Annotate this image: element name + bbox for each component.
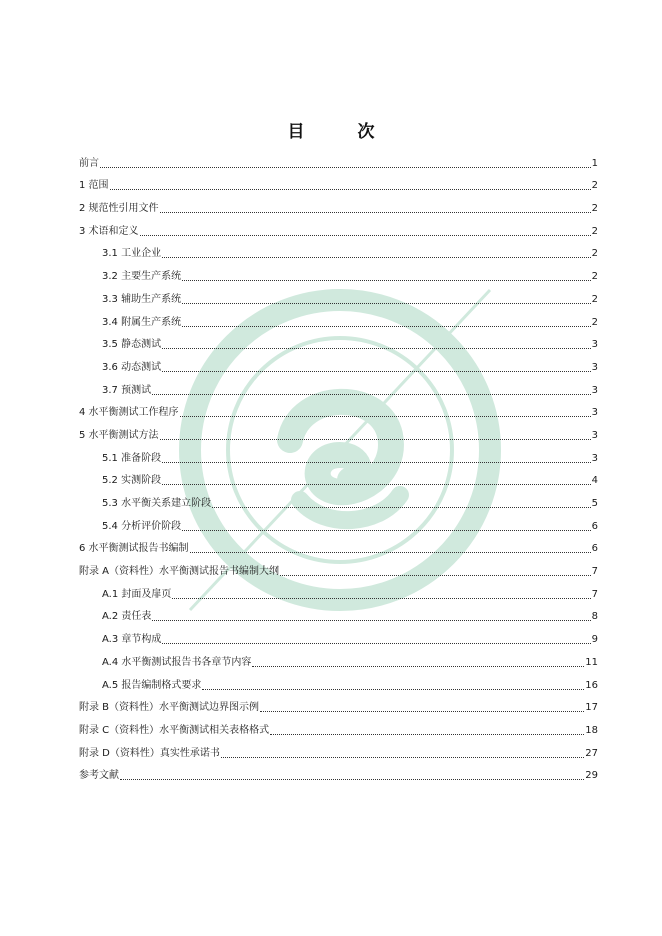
toc-entry[interactable] (79, 442, 598, 465)
toc-entry-label: 3 术语和定义 (79, 225, 139, 237)
toc-entry-page: 3 (591, 361, 598, 373)
toc-dot-leader (252, 665, 584, 667)
toc-dot-leader (260, 710, 584, 712)
toc-entry-page: 17 (585, 702, 598, 714)
toc-dot-leader (202, 688, 584, 690)
toc-entry-label: 附录 D（资料性）真实性承诺书 (79, 747, 220, 759)
toc-entry-label: A.3 章节构成 (102, 634, 162, 646)
toc-entry[interactable] (79, 351, 598, 374)
toc-dot-leader (172, 597, 590, 599)
toc-entry[interactable] (79, 601, 598, 624)
toc-entry-page: 2 (591, 180, 598, 192)
toc-entry-label: 5.4 分析评价阶段 (102, 520, 182, 532)
toc-dot-leader (162, 370, 591, 372)
toc-dot-leader (162, 483, 591, 485)
toc-dot-leader (162, 347, 591, 349)
toc-entry[interactable] (79, 283, 598, 306)
toc-dot-leader (160, 438, 591, 440)
toc-entry-page: 2 (591, 271, 598, 283)
toc-entry[interactable] (79, 646, 598, 669)
table-of-contents (79, 147, 598, 782)
toc-entry-label: 3.5 静态测试 (102, 339, 162, 351)
toc-entry[interactable] (79, 419, 598, 442)
toc-entry-label: 4 水平衡测试工作程序 (79, 407, 179, 419)
toc-entry[interactable] (79, 192, 598, 215)
toc-entry[interactable] (79, 714, 598, 737)
toc-title: 目 次 (287, 122, 393, 142)
toc-entry[interactable] (79, 737, 598, 760)
toc-entry[interactable] (79, 623, 598, 646)
toc-entry-page: 18 (585, 724, 598, 736)
toc-entry-label: 2 规范性引用文件 (79, 203, 159, 215)
toc-entry-label: 附录 B（资料性）水平衡测试边界图示例 (79, 702, 260, 714)
toc-entry[interactable] (79, 692, 598, 715)
toc-entry[interactable] (79, 465, 598, 488)
toc-entry-label: A.4 水平衡测试报告书各章节内容 (102, 656, 252, 668)
toc-entry-page: 2 (591, 316, 598, 328)
toc-entry-label: 5.3 水平衡关系建立阶段 (102, 498, 212, 509)
toc-entry-page: 2 (591, 225, 598, 237)
toc-entry[interactable] (79, 306, 598, 329)
toc-entry[interactable] (79, 374, 598, 397)
toc-entry-label: 前言 (79, 157, 99, 169)
toc-dot-leader (190, 551, 591, 553)
toc-dot-leader (152, 393, 591, 395)
toc-entry-label: 5.2 实测阶段 (102, 475, 162, 487)
toc-entry-label: 5 水平衡测试方法 (79, 429, 159, 441)
toc-entry-page: 6 (591, 520, 598, 532)
toc-entry-page: 7 (591, 566, 598, 578)
toc-entry-page: 29 (585, 770, 598, 782)
toc-entry-label: 3.3 辅助生产系统 (102, 293, 182, 305)
toc-entry-page: 2 (591, 248, 598, 260)
toc-entry[interactable] (79, 238, 598, 261)
toc-dot-leader (270, 733, 584, 735)
toc-entry-label: 3.6 动态测试 (102, 361, 162, 373)
toc-entry-label: 3.2 主要生产系统 (102, 271, 182, 283)
toc-entry[interactable] (79, 260, 598, 283)
toc-entry[interactable] (79, 170, 598, 193)
toc-entry-page: 3 (591, 339, 598, 351)
toc-dot-leader (221, 756, 584, 758)
toc-entry[interactable] (79, 578, 598, 601)
toc-entry-page: 3 (591, 452, 598, 464)
toc-dot-leader (280, 574, 591, 576)
toc-entry-page: 9 (591, 634, 598, 646)
toc-entry[interactable] (79, 760, 598, 783)
toc-entry-page: 4 (591, 475, 598, 487)
toc-entry-label: 参考文献 (79, 770, 119, 782)
toc-dot-leader (182, 529, 591, 531)
toc-entry-label: A.5 报告编制格式要求 (102, 679, 202, 691)
toc-entry-label: A.2 责任表 (102, 611, 152, 623)
toc-dot-leader (180, 415, 591, 417)
toc-dot-leader (120, 778, 584, 780)
toc-entry[interactable] (79, 215, 598, 238)
toc-entry[interactable] (79, 510, 598, 533)
toc-entry-label: 1 范围 (79, 180, 109, 192)
toc-entry-label: 5.1 准备阶段 (102, 452, 162, 464)
toc-entry-label: 3.1 工业企业 (102, 248, 162, 260)
toc-entry-label: 3.7 预测试 (102, 384, 152, 396)
toc-entry-page: 16 (585, 679, 598, 691)
toc-dot-leader (162, 256, 591, 258)
toc-entry[interactable] (79, 329, 598, 352)
toc-entry-label: 3.4 附属生产系统 (102, 316, 182, 328)
toc-dot-leader (182, 302, 591, 304)
toc-dot-leader (140, 234, 591, 236)
toc-dot-leader (100, 166, 591, 168)
toc-dot-leader (182, 325, 591, 327)
toc-entry-page: 8 (591, 611, 598, 623)
toc-entry-label: 附录 C（资料性）水平衡测试相关表格格式 (79, 724, 270, 736)
toc-dot-leader (162, 461, 591, 463)
toc-dot-leader (212, 506, 591, 508)
toc-entry[interactable] (79, 533, 598, 556)
toc-dot-leader (182, 279, 591, 281)
toc-dot-leader (162, 642, 590, 644)
toc-entry[interactable] (79, 555, 598, 578)
toc-entry-page: 1 (591, 157, 598, 169)
toc-entry-page: 5 (591, 498, 598, 509)
toc-entry[interactable] (79, 397, 598, 420)
toc-entry-label: 附录 A（资料性）水平衡测试报告书编制大纲 (79, 566, 280, 578)
toc-entry-page: 2 (591, 293, 598, 305)
toc-entry-page: 3 (591, 407, 598, 419)
toc-entry[interactable] (79, 487, 598, 510)
toc-entry[interactable] (79, 669, 598, 692)
toc-entry-page: 11 (585, 656, 598, 668)
toc-entry-page: 7 (591, 588, 598, 600)
toc-dot-leader (160, 211, 591, 213)
toc-entry[interactable] (79, 147, 598, 170)
toc-entry-page: 2 (591, 203, 598, 215)
toc-dot-leader (110, 188, 591, 190)
toc-entry-label: 6 水平衡测试报告书编制 (79, 543, 189, 555)
toc-entry-page: 3 (591, 384, 598, 396)
toc-entry-page: 6 (591, 543, 598, 555)
toc-dot-leader (152, 619, 590, 621)
toc-entry-label: A.1 封面及扉页 (102, 588, 172, 600)
toc-entry-page: 27 (585, 747, 598, 759)
toc-entry-page: 3 (591, 429, 598, 441)
